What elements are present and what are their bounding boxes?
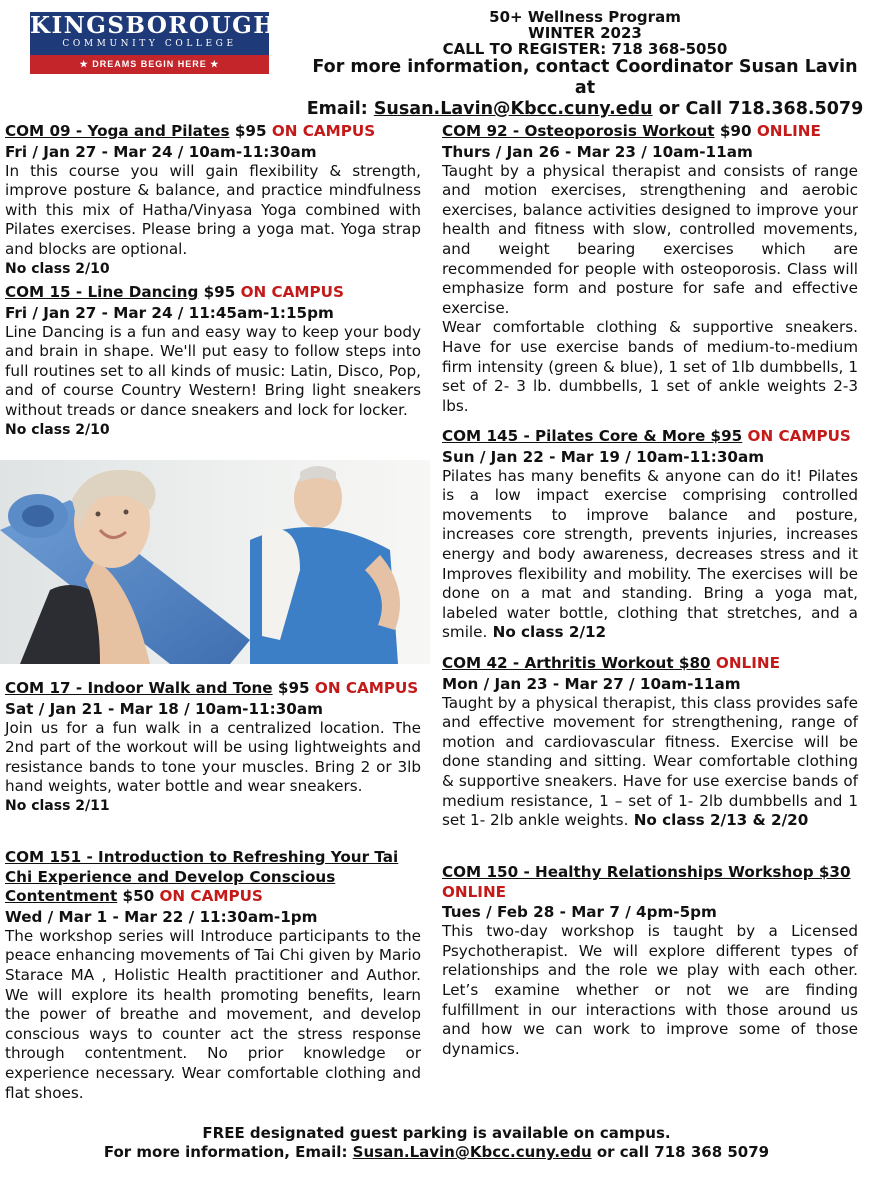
course-com17: [5, 679, 421, 817]
course-description: [442, 467, 858, 643]
course-schedule: Fri / Jan 27 - Mar 24 / 11:45am-1:15pm: [5, 303, 334, 322]
course-com145: [442, 427, 858, 643]
college-logo: [30, 12, 277, 74]
contact-email-link[interactable]: Susan.Lavin@Kbcc.cuny.edu: [373, 99, 653, 119]
course-code: COM 145 - Pilates Core & More $95: [442, 427, 743, 445]
course-code: COM 17 - Indoor Walk and Tone: [5, 679, 273, 697]
logo-tagline: ★ DREAMS BEGIN HERE ★: [30, 55, 269, 74]
page-header: [300, 9, 870, 120]
course-mode: ON CAMPUS: [240, 283, 344, 301]
footer-contact: [0, 1143, 873, 1162]
course-description: Join us for a fun walk in a centralized location. The 2nd part of the workout will be using lightweights and resistance bands to tone your muscles. Bring 2 or 3lb hand weights, water bottle and wear sneakers.: [5, 718, 421, 796]
course-code: COM 09 - Yoga and Pilates: [5, 122, 230, 140]
course-code: COM 150 - Healthy Relationships Workshop $30: [442, 863, 851, 881]
course-description: [442, 694, 858, 831]
course-schedule: Tues / Feb 28 - Mar 7 / 4pm-5pm: [442, 903, 717, 922]
course-note: No class 2/10: [5, 260, 110, 277]
course-note: No class 2/11: [5, 797, 110, 814]
wellness-photo: [0, 460, 430, 664]
course-mode: ONLINE: [756, 122, 821, 140]
course-requirements: Wear comfortable clothing & supportive sneakers. Have for use exercise bands of medium-to-medium firm intensity (green & blue), 1 set of 1lb dumbbells, 1 set of 2- 3 lb. dumbbells, 1 set of ankle weights 2-3 lbs.: [442, 318, 858, 415]
course-note: No class 2/10: [5, 421, 110, 438]
course-title: [5, 122, 421, 142]
course-com150: [442, 863, 858, 1059]
course-title: [5, 283, 421, 303]
course-com15: [5, 283, 421, 440]
course-price: $90: [714, 122, 757, 140]
season-title: WINTER 2023: [528, 24, 642, 42]
course-title: [442, 863, 858, 902]
course-title: [5, 679, 421, 699]
footer-email-link[interactable]: Susan.Lavin@Kbcc.cuny.edu: [352, 1143, 592, 1161]
course-com92: [442, 122, 858, 416]
course-mode: ONLINE: [442, 882, 507, 901]
course-schedule: Fri / Jan 27 - Mar 24 / 10am-11:30am: [5, 142, 317, 161]
course-mode: ONLINE: [715, 654, 780, 672]
course-schedule: Wed / Mar 1 - Mar 22 / 11:30am-1pm: [5, 907, 318, 926]
course-mode: ON CAMPUS: [159, 887, 263, 906]
contact-line: [300, 99, 870, 120]
course-code: COM 15 - Line Dancing: [5, 283, 199, 301]
footer-phone: or call 718 368 5079: [591, 1143, 770, 1161]
course-mode: ON CAMPUS: [747, 427, 851, 445]
course-price: $50: [117, 887, 160, 906]
course-title: [5, 848, 421, 907]
course-code: COM 151 - Introduction to Refreshing Your Tai Chi Experience and Develop Conscious Contentment: [5, 848, 399, 906]
course-description-text: Taught by a physical therapist, this class provides safe and effective movement for strengthening, range of motion and cardiovascular fitness. Exercise will be done standing and sitting. Wear comfortable clothing & supportive sneakers. Have for use exercise bands of medium resistance, 1 – set of 1- 2lb dumbbells and 1 set 1- 2lb ankle weights.: [442, 693, 858, 830]
logo-name: KINGSBOROUGH: [30, 12, 277, 39]
logo-top: [30, 12, 277, 55]
course-schedule: Mon / Jan 23 - Mar 27 / 10am-11am: [442, 674, 741, 693]
course-title: [442, 122, 858, 142]
course-description: The workshop series will Introduce participants to the peace enhancing movements of Tai Chi given by Mario Starace MA , Holistic Health practitioner and Author. We will explore its health promoting benefits, learn the power of breathe and movement, and develop conscious ways to counter act the stress response through contentment. No prior knowledge or experience necessary. Wear comfortable clothing and flat shoes.: [5, 926, 422, 1102]
course-mode: ON CAMPUS: [271, 122, 376, 140]
logo-subtitle: COMMUNITY COLLEGE: [62, 39, 237, 49]
course-price: $95: [229, 122, 272, 140]
contact-email-label: Email:: [306, 99, 374, 119]
course-schedule: Sat / Jan 21 - Mar 18 / 10am-11:30am: [5, 699, 323, 718]
course-description: Taught by a physical therapist and consists of range and motion exercises, strengthening and aerobic exercises, balance activities designed to improve your health and fitness with slow, controlled movements, and weight bearing exercises which are recommended for people with osteoporosis. Class will emphasize form and posture for safe and effective exercise.: [442, 161, 858, 317]
course-description: This two-day workshop is taught by a Licensed Psychotherapist. We will explore different types of relationships and the role we play with each other. Let’s examine whether or not we are finding fulfillment in our interactions with those around us and how we can work to improve some of those dynamics.: [442, 922, 858, 1058]
wellness-photo-illustration: [0, 460, 430, 664]
course-note: No class 2/13 & 2/20: [628, 811, 809, 830]
course-description: Line Dancing is a fun and easy way to keep your body and brain in shape. We'll put easy to follow steps into full routines set to all kinds of music: Latin, Disco, Pop, and of course Country Western! Bring light sneakers without treads or dance sneakers and lock for locker.: [5, 322, 421, 419]
course-price: $95: [272, 679, 315, 697]
program-title: 50+ Wellness Program: [489, 8, 681, 26]
course-schedule: Thurs / Jan 26 - Mar 23 / 10am-11am: [442, 142, 753, 161]
course-price: $95: [198, 283, 241, 301]
footer-email-label: For more information, Email:: [103, 1143, 353, 1161]
course-com42: [442, 654, 858, 831]
course-com151: [5, 848, 421, 1103]
register-phone: CALL TO REGISTER: 718 368-5050: [442, 40, 728, 58]
course-description-text: Pilates has many benefits & anyone can do it! Pilates is a low impact exercise comprising controlled movements to improve balance and posture, increases core strength, prevents injuries, increases energy and body awareness, decreases stress and it Improves flexibility and mobility. The exercises will be done on a mat and standing. Bring a yoga mat, labeled water bottle, clothing that stretches, and a smile.: [442, 466, 858, 642]
contact-phone: or Call 718.368.5079: [652, 99, 864, 119]
course-title: [442, 427, 858, 447]
course-code: COM 92 - Osteoporosis Workout: [442, 122, 715, 140]
course-com09: [5, 122, 421, 279]
course-code: COM 42 - Arthritis Workout $80: [442, 654, 711, 672]
page-footer: [0, 1124, 873, 1162]
course-description: In this course you will gain flexibility & strength, improve posture & balance, and practice mindfulness with this mix of Hatha/Vinyasa Yoga combined with Pilates exercises. Please bring a yoga mat. Yoga strap and blocks are optional.: [5, 161, 421, 258]
course-note: No class 2/12: [487, 623, 607, 642]
course-mode: ON CAMPUS: [314, 679, 419, 697]
course-schedule: Sun / Jan 22 - Mar 19 / 10am-11:30am: [442, 447, 765, 466]
parking-note: FREE designated guest parking is available on campus.: [202, 1124, 671, 1142]
course-title: [442, 654, 858, 674]
coordinator-line: For more information, contact Coordinator Susan Lavin at: [312, 57, 858, 98]
